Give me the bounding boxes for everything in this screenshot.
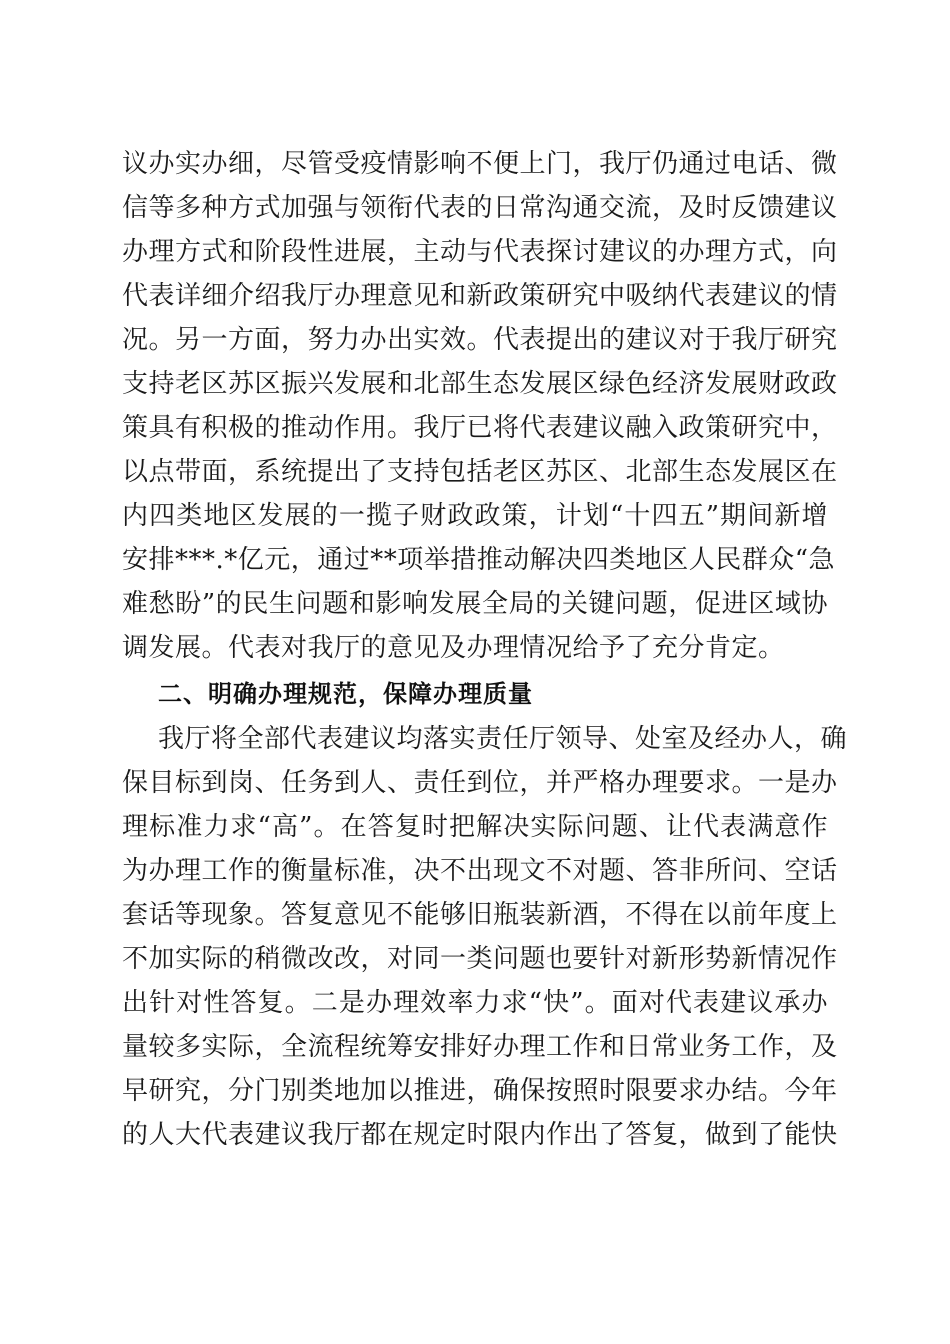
paragraph-line: 为办理工作的衡量标准，决不出现文不对题、答非所问、空话: [122, 856, 838, 886]
paragraph-line: 早研究，分门别类地加以推进，确保按照时限要求办结。今年: [122, 1076, 838, 1106]
paragraph-line: 支持老区苏区振兴发展和北部生态发展区绿色经济发展财政政: [122, 369, 838, 399]
paragraph-line: 况。另一方面，努力办出实效。代表提出的建议对于我厅研究: [122, 325, 838, 355]
paragraph-line: 以点带面，系统提出了支持包括老区苏区、北部生态发展区在: [122, 457, 838, 487]
paragraph-line: 办理方式和阶段性进展，主动与代表探讨建议的办理方式，向: [122, 237, 838, 267]
paragraph-line: 难愁盼”的民生问题和影响发展全局的关键问题，促进区域协: [122, 589, 828, 619]
paragraph-line: 调发展。代表对我厅的意见及办理情况给予了充分肯定。: [122, 633, 785, 663]
paragraph-line: 保目标到岗、任务到人、责任到位，并严格办理要求。一是办: [122, 768, 838, 798]
paragraph-line: 我厅将全部代表建议均落实责任厅领导、处室及经办人，确: [158, 724, 848, 754]
paragraph-line: 套话等现象。答复意见不能够旧瓶装新酒，不得在以前年度上: [122, 900, 838, 930]
paragraph-line: 内四类地区发展的一揽子财政政策，计划“十四五”期间新增: [122, 501, 828, 531]
paragraph-line: 量较多实际，全流程统筹安排好办理工作和日常业务工作，及: [122, 1032, 838, 1062]
paragraph-line: 代表详细介绍我厅办理意见和新政策研究中吸纳代表建议的情: [122, 281, 838, 311]
paragraph-line: 理标准力求“高”。在答复时把解决实际问题、让代表满意作: [122, 812, 828, 842]
paragraph-line: 策具有积极的推动作用。我厅已将代表建议融入政策研究中，: [122, 413, 838, 443]
paragraph-line: 安排***.*亿元，通过**项举措推动解决四类地区人民群众“急: [122, 545, 836, 575]
paragraph-line: 出针对性答复。二是办理效率力求“快”。面对代表建议承办: [122, 988, 828, 1018]
section-heading: 二、明确办理规范，保障办理质量: [158, 680, 533, 708]
paragraph-line: 不加实际的稍微改改，对同一类问题也要针对新形势新情况作: [122, 944, 838, 974]
paragraph-line: 信等多种方式加强与领衔代表的日常沟通交流，及时反馈建议: [122, 193, 838, 223]
paragraph-line: 的人大代表建议我厅都在规定时限内作出了答复，做到了能快: [122, 1120, 838, 1150]
paragraph-line: 议办实办细，尽管受疫情影响不便上门，我厅仍通过电话、微: [122, 149, 838, 179]
